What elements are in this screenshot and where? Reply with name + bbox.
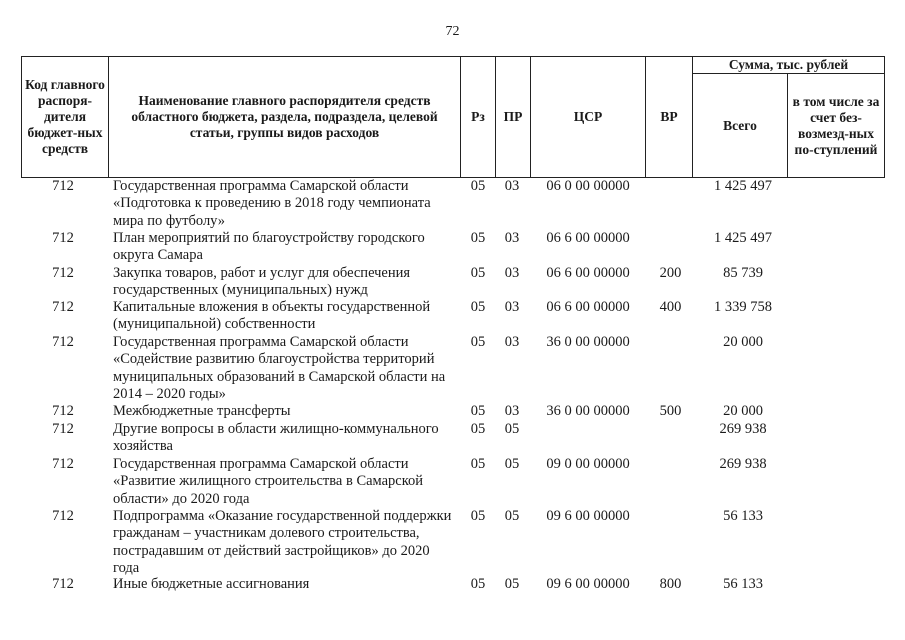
header-free: в том числе за счет без-возмезд-ных по-ступлений — [792, 93, 880, 157]
cell-pr: 03 — [504, 178, 520, 194]
cell-total: 269 938 — [719, 421, 767, 437]
cell-pr: 03 — [504, 230, 520, 246]
cell-csr: 06 6 00 00000 — [546, 265, 630, 281]
cell-pr: 03 — [504, 334, 520, 350]
cell-rz: 05 — [470, 230, 486, 246]
page-number: 72 — [445, 24, 460, 39]
cell-pr: 05 — [504, 508, 520, 524]
cell-code: 712 — [52, 230, 74, 246]
cell-vr: 200 — [659, 265, 682, 281]
cell-code: 712 — [52, 403, 74, 419]
cell-rz: 05 — [470, 299, 486, 315]
cell-csr: 06 6 00 00000 — [546, 230, 630, 246]
cell-total: 1 425 497 — [714, 230, 772, 246]
cell-name: Государственная программа Самарской области «Содействие развитию благоустройства территорий муниципальных образований в Самарской области на 2014 – 2020 годы» — [113, 334, 446, 403]
cell-rz: 05 — [470, 576, 486, 592]
cell-name: План мероприятий по благоустройству городского округа Самара — [113, 230, 425, 264]
cell-code: 712 — [52, 265, 74, 281]
cell-total: 85 739 — [723, 265, 763, 281]
cell-name: Капитальные вложения в объекты государственной (муниципальной) собственности — [113, 299, 431, 333]
header-rz: Рз — [471, 109, 485, 124]
cell-total: 20 000 — [723, 403, 763, 419]
cell-total: 56 133 — [723, 576, 763, 592]
cell-name: Государственная программа Самарской области «Развитие жилищного строительства в Самарской области» до 2020 года — [113, 456, 424, 507]
header-vr: ВР — [660, 109, 678, 124]
cell-csr: 09 6 00 00000 — [546, 576, 630, 592]
cell-name: Межбюджетные трансферты — [113, 403, 291, 419]
cell-pr: 05 — [504, 456, 520, 472]
cell-csr: 06 6 00 00000 — [546, 299, 630, 315]
cell-rz: 05 — [470, 421, 486, 437]
cell-total: 20 000 — [723, 334, 763, 350]
cell-code: 712 — [52, 508, 74, 524]
header-code: Код главного распоря-дителя бюджет-ных средств — [25, 77, 105, 156]
cell-name: Другие вопросы в области жилищно-коммунального хозяйства — [113, 421, 439, 455]
cell-pr: 05 — [504, 576, 520, 592]
cell-csr: 09 0 00 00000 — [546, 456, 630, 472]
header-csr: ЦСР — [573, 109, 603, 124]
cell-name: Государственная программа Самарской области «Подготовка к проведению в 2018 году чемпионата мира по футболу» — [113, 178, 431, 229]
cell-pr: 03 — [504, 265, 520, 281]
header-total: Всего — [723, 117, 757, 133]
cell-total: 269 938 — [719, 456, 767, 472]
header-sum: Сумма, тыс. рублей — [728, 57, 849, 72]
cell-csr: 06 0 00 00000 — [546, 178, 630, 194]
cell-rz: 05 — [470, 265, 486, 281]
header-pr: ПР — [503, 109, 523, 124]
cell-code: 712 — [52, 576, 74, 592]
header-name: Наименование главного распорядителя средств областного бюджета, раздела, подраздела, целевой статьи, группы видов расходов — [131, 93, 438, 140]
cell-code: 712 — [52, 421, 74, 437]
cell-vr: 800 — [659, 576, 682, 592]
cell-csr: 36 0 00 00000 — [546, 334, 630, 350]
cell-name: Иные бюджетные ассигнования — [113, 576, 310, 592]
cell-vr: 400 — [659, 299, 682, 315]
cell-rz: 05 — [470, 508, 486, 524]
cell-name: Подпрограмма «Оказание государственной поддержки гражданам – участникам долевого строительства, пострадавшим от действий застройщиков» до 2020 года — [113, 508, 452, 577]
cell-rz: 05 — [470, 456, 486, 472]
cell-total: 56 133 — [723, 508, 763, 524]
cell-pr: 05 — [504, 421, 520, 437]
cell-rz: 05 — [470, 403, 486, 419]
cell-code: 712 — [52, 299, 74, 315]
table-header — [21, 56, 885, 178]
cell-rz: 05 — [470, 334, 486, 350]
cell-csr: 09 6 00 00000 — [546, 508, 630, 524]
cell-code: 712 — [52, 456, 74, 472]
cell-pr: 03 — [504, 403, 520, 419]
cell-rz: 05 — [470, 178, 486, 194]
cell-vr: 500 — [659, 403, 682, 419]
cell-name: Закупка товаров, работ и услуг для обеспечения государственных (муниципальных) нужд — [113, 265, 411, 299]
cell-pr: 03 — [504, 299, 520, 315]
cell-csr: 36 0 00 00000 — [546, 403, 630, 419]
cell-code: 712 — [52, 334, 74, 350]
cell-total: 1 339 758 — [714, 299, 772, 315]
cell-code: 712 — [52, 178, 74, 194]
cell-total: 1 425 497 — [714, 178, 772, 194]
